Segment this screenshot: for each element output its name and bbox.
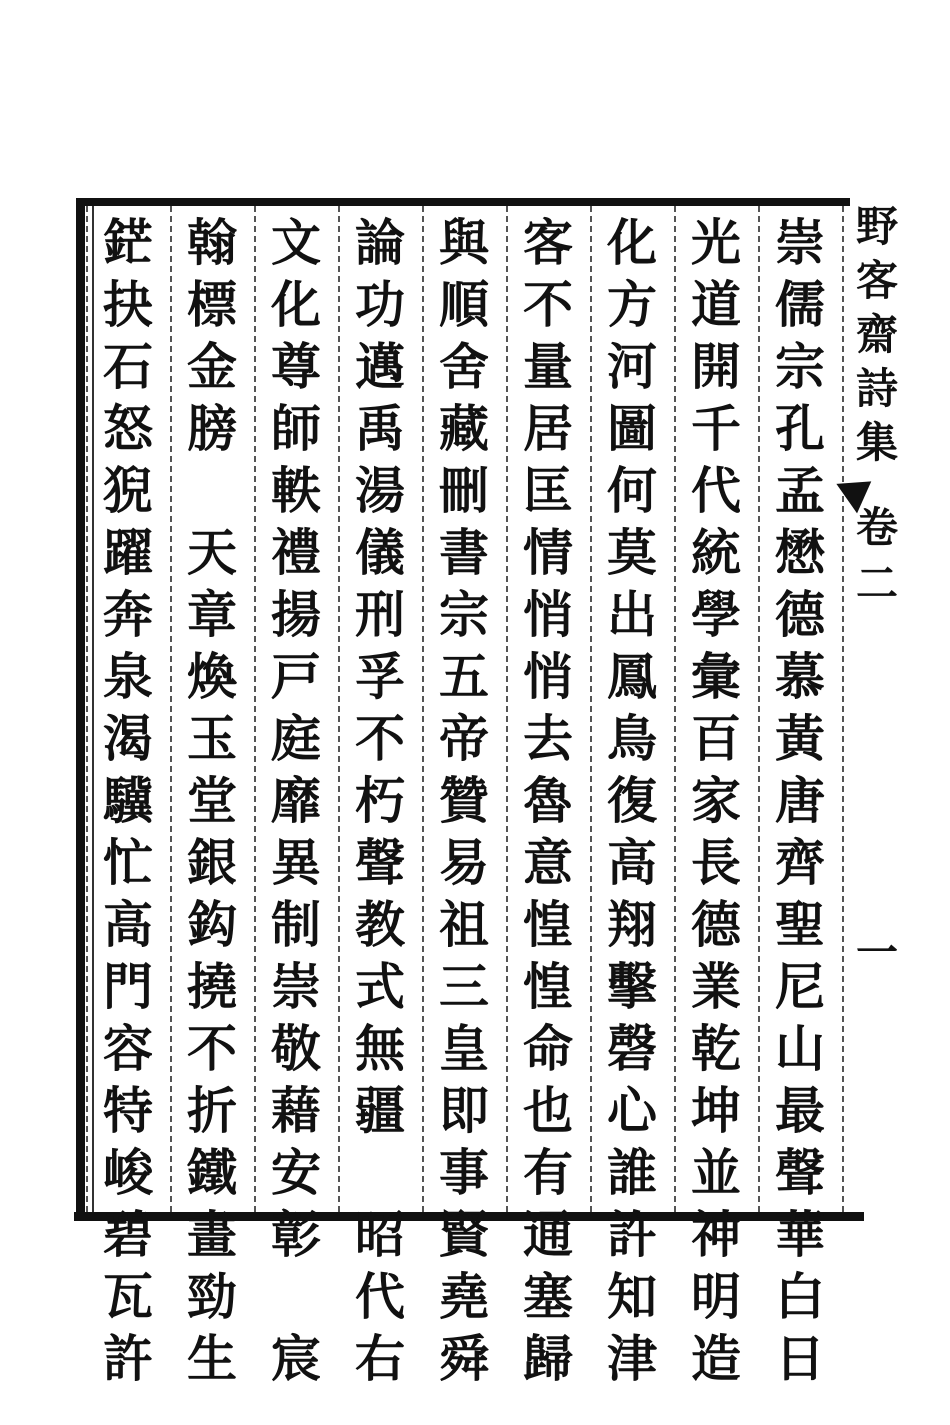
book-title (852, 200, 902, 470)
character: 尼 (775, 957, 825, 1016)
character: 無 (355, 1019, 405, 1078)
character: 慕 (775, 647, 825, 706)
character: 功 (355, 275, 405, 334)
character: 何 (607, 461, 657, 520)
character: 彙 (691, 647, 741, 706)
character: 知 (607, 1267, 657, 1326)
character: 擊 (607, 957, 657, 1016)
margin-character: 集 (855, 418, 898, 467)
character: 軼 (271, 461, 321, 520)
character: 瓦 (103, 1267, 153, 1326)
character: 刑 (355, 585, 405, 644)
character: 金 (187, 337, 237, 396)
character: 宸 (271, 1329, 321, 1388)
text-column-6 (348, 212, 412, 1388)
page-number: 一 (855, 928, 898, 977)
character: 不 (187, 1019, 237, 1078)
character: 庭 (271, 709, 321, 768)
character: 渴 (103, 709, 153, 768)
character: 德 (691, 895, 741, 954)
character: 堂 (187, 771, 237, 830)
character: 膀 (187, 399, 237, 458)
character: 安 (271, 1143, 321, 1202)
character: 明 (691, 1267, 741, 1326)
character: 坤 (691, 1081, 741, 1140)
character: 客 (523, 213, 573, 272)
character: 光 (691, 213, 741, 272)
character: 造 (691, 1329, 741, 1388)
character: 孟 (775, 461, 825, 520)
character: 疆 (355, 1081, 405, 1140)
character: 抉 (103, 275, 153, 334)
margin-character: 野 (855, 202, 898, 251)
character: 右 (355, 1329, 405, 1388)
character: 門 (103, 957, 153, 1016)
character: 長 (691, 833, 741, 892)
character: 不 (355, 709, 405, 768)
character: 千 (691, 399, 741, 458)
character: 煥 (187, 647, 237, 706)
text-column-5 (432, 212, 496, 1388)
character: 並 (691, 1143, 741, 1202)
character (264, 1266, 328, 1328)
character: 敬 (271, 1019, 321, 1078)
character: 湯 (355, 461, 405, 520)
character: 畫 (187, 1205, 237, 1264)
character: 事 (439, 1143, 489, 1202)
character: 鳳 (607, 647, 657, 706)
character: 撓 (187, 957, 237, 1016)
character: 高 (607, 833, 657, 892)
character: 統 (691, 523, 741, 582)
character: 師 (271, 399, 321, 458)
character: 鳥 (607, 709, 657, 768)
character: 通 (523, 1205, 573, 1264)
character: 莫 (607, 523, 657, 582)
character: 華 (775, 1205, 825, 1264)
character (348, 1142, 412, 1204)
column-rule (674, 206, 676, 1212)
character: 忙 (103, 833, 153, 892)
character: 刪 (439, 461, 489, 520)
character: 日 (775, 1329, 825, 1388)
margin-character: 齋 (855, 310, 898, 359)
character: 化 (607, 213, 657, 272)
character: 朽 (355, 771, 405, 830)
character: 唐 (775, 771, 825, 830)
character: 翔 (607, 895, 657, 954)
character: 揚 (271, 585, 321, 644)
character: 猊 (103, 461, 153, 520)
column-rule (338, 206, 340, 1212)
text-column-2 (684, 212, 748, 1388)
character: 學 (691, 585, 741, 644)
character: 尊 (271, 337, 321, 396)
character: 道 (691, 275, 741, 334)
character: 懋 (775, 523, 825, 582)
column-rule (170, 206, 172, 1212)
character: 河 (607, 337, 657, 396)
character: 歸 (523, 1329, 573, 1388)
character: 業 (691, 957, 741, 1016)
character: 即 (439, 1081, 489, 1140)
character: 昭 (355, 1205, 405, 1264)
character: 文 (271, 213, 321, 272)
character: 神 (691, 1205, 741, 1264)
text-column-8 (180, 212, 244, 1388)
text-column-4 (516, 212, 580, 1388)
character: 白 (775, 1267, 825, 1326)
character: 家 (691, 771, 741, 830)
character: 山 (775, 1019, 825, 1078)
character: 舍 (439, 337, 489, 396)
character: 居 (523, 399, 573, 458)
character: 去 (523, 709, 573, 768)
character: 代 (355, 1267, 405, 1326)
character: 易 (439, 833, 489, 892)
character: 禮 (271, 523, 321, 582)
frame-inner-rule (92, 206, 94, 1212)
character: 鐵 (187, 1143, 237, 1202)
character: 儀 (355, 523, 405, 582)
character: 異 (271, 833, 321, 892)
character: 藏 (439, 399, 489, 458)
character: 勁 (187, 1267, 237, 1326)
character: 崇 (271, 957, 321, 1016)
column-rule (842, 206, 844, 1212)
character: 躍 (103, 523, 153, 582)
character: 塞 (523, 1267, 573, 1326)
character: 舜 (439, 1329, 489, 1388)
column-rule (590, 206, 592, 1212)
frame-top-border (80, 198, 850, 206)
character: 高 (103, 895, 153, 954)
character: 生 (187, 1329, 237, 1388)
character: 禹 (355, 399, 405, 458)
character: 情 (523, 523, 573, 582)
character: 崇 (775, 213, 825, 272)
character: 邁 (355, 337, 405, 396)
character: 泉 (103, 647, 153, 706)
character: 津 (607, 1329, 657, 1388)
character: 磬 (607, 1019, 657, 1078)
character: 有 (523, 1143, 573, 1202)
character: 出 (607, 585, 657, 644)
character: 碧 (103, 1205, 153, 1264)
column-rule (254, 206, 256, 1212)
character: 峻 (103, 1143, 153, 1202)
character: 玉 (187, 709, 237, 768)
margin-character: 客 (855, 256, 898, 305)
margin-character: 卷 (855, 503, 898, 552)
character: 魯 (523, 771, 573, 830)
character: 教 (355, 895, 405, 954)
character: 書 (439, 523, 489, 582)
character: 論 (355, 213, 405, 272)
character: 量 (523, 337, 573, 396)
character: 許 (607, 1205, 657, 1264)
character: 鈎 (187, 895, 237, 954)
character: 靡 (271, 771, 321, 830)
character: 銀 (187, 833, 237, 892)
text-column-1 (768, 212, 832, 1388)
character: 百 (691, 709, 741, 768)
margin-character: 二 (855, 559, 898, 608)
character: 折 (187, 1081, 237, 1140)
character: 德 (775, 585, 825, 644)
character: 彰 (271, 1205, 321, 1264)
character: 石 (103, 337, 153, 396)
character: 聲 (355, 833, 405, 892)
character: 孔 (775, 399, 825, 458)
character: 惶 (523, 895, 573, 954)
character: 贊 (439, 771, 489, 830)
character: 章 (187, 585, 237, 644)
character: 戸 (271, 647, 321, 706)
character: 儒 (775, 275, 825, 334)
character: 最 (775, 1081, 825, 1140)
text-column-7 (264, 212, 328, 1388)
character: 心 (607, 1081, 657, 1140)
character: 宗 (775, 337, 825, 396)
character: 聲 (775, 1143, 825, 1202)
character: 惶 (523, 957, 573, 1016)
character: 齊 (775, 833, 825, 892)
character: 堯 (439, 1267, 489, 1326)
volume-label (852, 500, 902, 612)
character: 悄 (523, 585, 573, 644)
margin-character: 詩 (855, 364, 898, 413)
character: 驥 (103, 771, 153, 830)
column-rule (422, 206, 424, 1212)
character: 乾 (691, 1019, 741, 1078)
frame-left-border (76, 198, 85, 1221)
character: 三 (439, 957, 489, 1016)
character: 意 (523, 833, 573, 892)
character: 不 (523, 275, 573, 334)
character: 藉 (271, 1081, 321, 1140)
character: 命 (523, 1019, 573, 1078)
character: 悄 (523, 647, 573, 706)
character: 黃 (775, 709, 825, 768)
character: 怒 (103, 399, 153, 458)
margin-strip (852, 200, 902, 1212)
character: 容 (103, 1019, 153, 1078)
character: 五 (439, 647, 489, 706)
text-column-3 (600, 212, 664, 1388)
character: 皇 (439, 1019, 489, 1078)
character (180, 460, 244, 522)
character: 誰 (607, 1143, 657, 1202)
character: 奔 (103, 585, 153, 644)
character: 許 (103, 1329, 153, 1388)
character: 方 (607, 275, 657, 334)
column-rule (86, 206, 88, 1212)
character: 也 (523, 1081, 573, 1140)
character: 順 (439, 275, 489, 334)
character: 孚 (355, 647, 405, 706)
character: 帝 (439, 709, 489, 768)
character: 特 (103, 1081, 153, 1140)
character: 圖 (607, 399, 657, 458)
character: 開 (691, 337, 741, 396)
character: 化 (271, 275, 321, 334)
character: 標 (187, 275, 237, 334)
character: 復 (607, 771, 657, 830)
character: 式 (355, 957, 405, 1016)
character: 賢 (439, 1205, 489, 1264)
character: 宗 (439, 585, 489, 644)
character: 制 (271, 895, 321, 954)
character: 祖 (439, 895, 489, 954)
character: 翰 (187, 213, 237, 272)
character: 與 (439, 213, 489, 272)
character: 天 (187, 523, 237, 582)
column-rule (758, 206, 760, 1212)
character: 鋩 (103, 213, 153, 272)
character: 代 (691, 461, 741, 520)
text-column-9 (96, 212, 160, 1388)
character: 聖 (775, 895, 825, 954)
character: 匡 (523, 461, 573, 520)
column-rule (506, 206, 508, 1212)
